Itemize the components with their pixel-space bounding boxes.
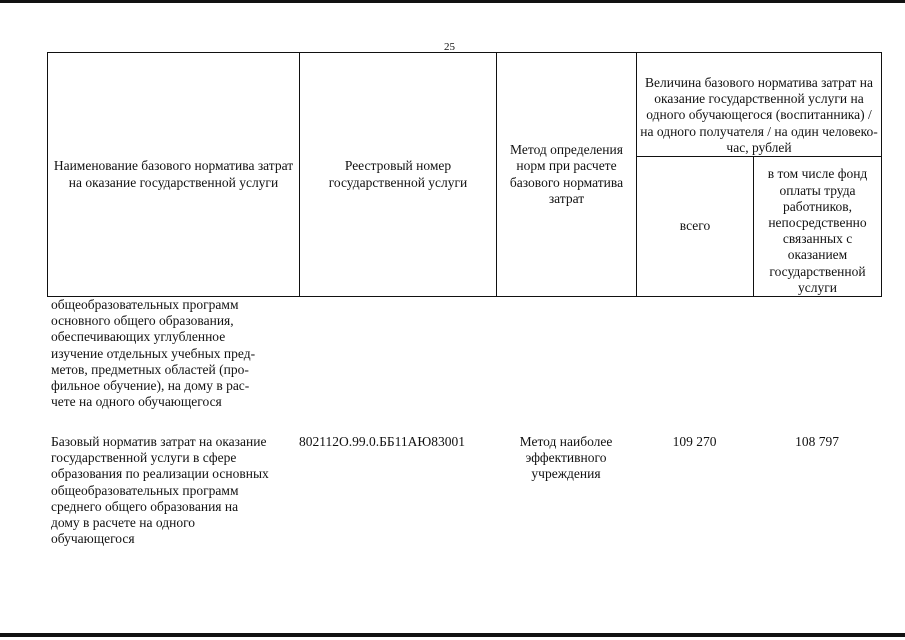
row-registry: 802112О.99.0.ББ11АЮ83001 [299,434,466,449]
page-number: 25 [444,41,455,53]
row-name: общеобразовательных программ основного общего образования, обеспечивающих углубленное изучение отдельных учебных пред- метов, предметных областей (про- фильное обучение), на дому в рас- чете на одного обучающегося [51,297,256,410]
header-total: всего [637,157,754,297]
header-name: Наименование базового норматива затрат на оказание государственной услуги [48,53,300,297]
row-total: 109 270 [672,434,717,449]
header-norm-group: Величина базового норматива затрат на оказание государственной услуги на одного обучающегося (воспитанника) / на одного получателя / на один человеко-час, рублей [637,53,882,157]
header-payroll: в том числе фонд оплаты труда работников, непосредственно связанных с оказанием государственной услуги [754,157,882,297]
bottom-border [0,633,905,637]
row-payroll: 108 797 [795,434,839,449]
row-method: Метод наиболее эффективного учреждения [519,434,613,482]
row-name: Базовый норматив затрат на оказание государственной услуги в сфере образования по реализации основных общеобразовательных программ среднего общего образования на дому в расчете на одного обучающегося [51,434,269,547]
header-registry: Реестровый номер государственной услуги [300,53,497,297]
header-method: Метод определения норм при расчете базового норматива затрат [497,53,637,297]
top-border [0,0,905,3]
table-header [47,52,882,297]
